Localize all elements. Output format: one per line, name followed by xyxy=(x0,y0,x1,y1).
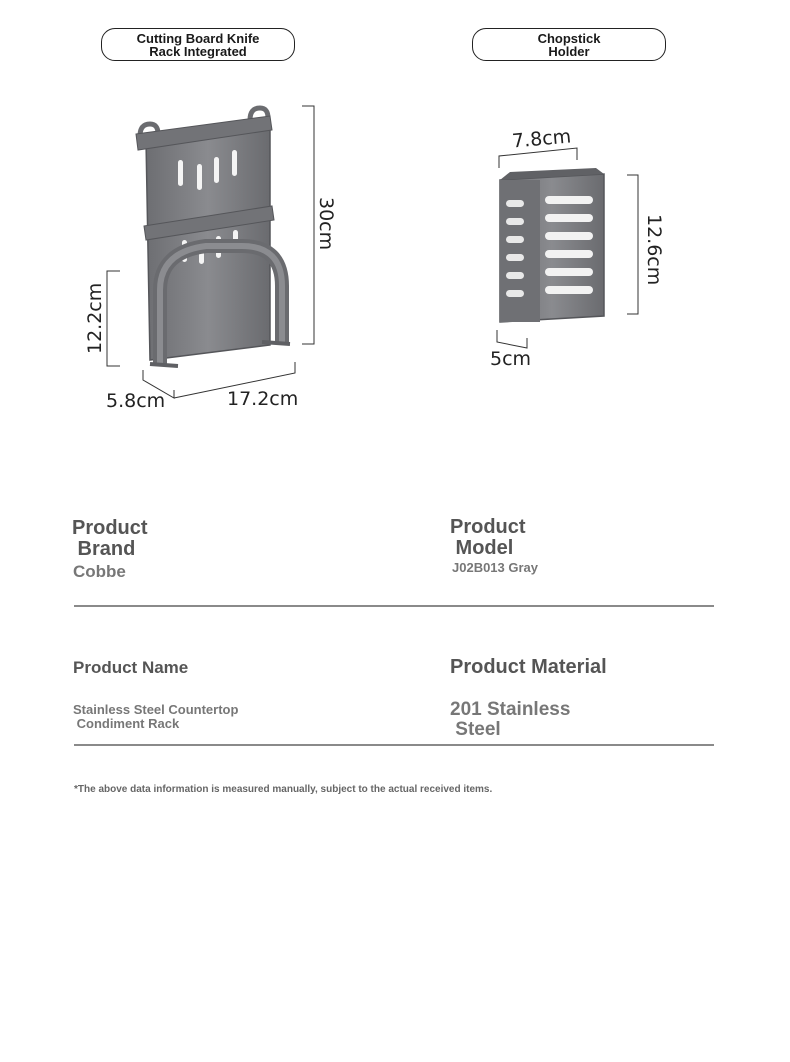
model-value: J02B013 Gray xyxy=(452,560,539,575)
model-label-line1: Product xyxy=(450,516,526,538)
product-name-value-line2: Condiment Rack xyxy=(73,716,180,731)
material-value-line2: Steel xyxy=(450,719,501,740)
brand-label-line2: Brand xyxy=(72,538,136,560)
footnote: *The above data information is measured manually, subject to the actual received items. xyxy=(74,784,493,795)
chopstick-holder-image xyxy=(500,168,604,322)
knife-rack-width-label: 17.2cm xyxy=(227,388,299,410)
material-value-line1: 201 Stainless xyxy=(450,699,571,720)
knife-rack-title-line1: Cutting Board Knife xyxy=(136,30,260,46)
material-label: Product Material xyxy=(450,656,607,678)
brand-label-line1: Product xyxy=(72,517,148,539)
knife-rack-image xyxy=(136,108,290,366)
chopstick-holder-title-line2: Holder xyxy=(548,43,590,59)
divider-2 xyxy=(74,744,714,746)
chopstick-width-label: 7.8cm xyxy=(511,125,573,153)
divider-1 xyxy=(74,605,714,607)
chopstick-holder-title-line1: Chopstick xyxy=(537,30,601,46)
knife-rack-title-line2: Rack Integrated xyxy=(149,43,247,59)
knife-rack-inner-height-label: 12.2cm xyxy=(84,282,106,354)
knife-rack-depth-label: 5.8cm xyxy=(106,390,166,412)
knife-rack-height-label: 30cm xyxy=(315,197,337,251)
chopstick-height-label: 12.6cm xyxy=(643,214,665,286)
brand-value: Cobbe xyxy=(73,562,126,581)
model-label-line2: Model xyxy=(450,537,514,559)
chopstick-depth-label: 5cm xyxy=(490,348,532,370)
product-name-label: Product Name xyxy=(73,658,189,677)
product-name-value-line1: Stainless Steel Countertop xyxy=(73,702,239,717)
